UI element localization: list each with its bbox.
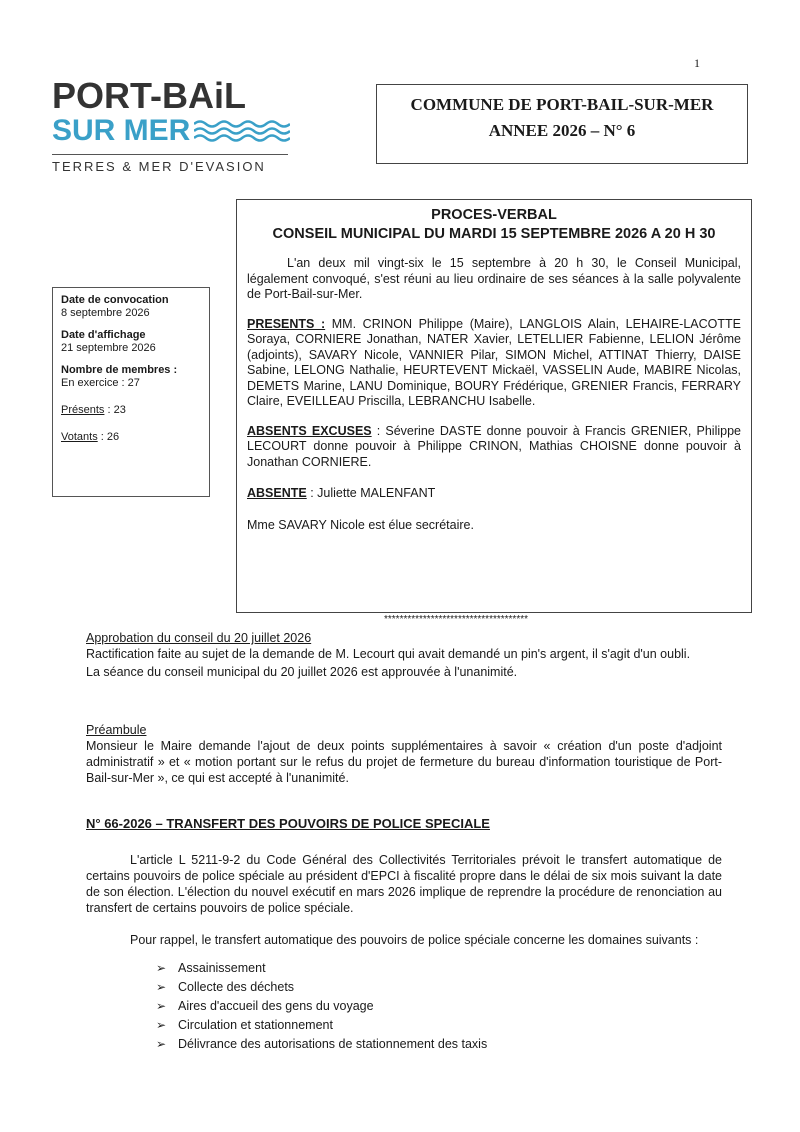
membres-label: Nombre de membres : [61,364,178,376]
list-item [156,958,722,977]
convocation-value: 8 septembre 2026 [61,307,150,319]
approbation-line2: La séance du conseil municipal du 20 juillet 2026 est approuvée à l'unanimité. [86,665,518,679]
arrow-bullet-icon: ➢ [156,1017,167,1032]
list-item-text: Circulation et stationnement [178,1017,333,1032]
presents-list: MM. CRINON Philippe (Maire), LANGLOIS Alain, LEHAIRE-LACOTTE Soraya, CORNIERE Jonathan, NATER Xavier, LETELLIER Fabienne, LELION Jérôme (adjoints), SAVARY Nicole, VANNIER Pilar, SIMON Michel, ATTINAT Thierry, DAISE Sabine, LELONG Nathalie, HEURTEVENT Mickaël, VASSELIN Aude, MABIRE Nicolas, DEMETS Marine, LANU Dominique, BOURY Frédérique, GRENIER Francis, FERRARY Claire, EVEILLEAU Priscilla, LEBRANCHU Isabelle. [247,316,741,408]
pv-subtitle: CONSEIL MUNICIPAL DU MARDI 15 SEPTEMBRE 2026 A 20 H 30 [272,226,716,242]
absents-list: : Séverine DASTE donne pouvoir à Francis GRENIER, Philippe LECOURT donne pouvoir à Philippe CRINON, Mathias CHOISNE donne pouvoir à Jonathan CORNIERE. [247,423,741,469]
section-66 [86,816,722,1053]
separator-stars: ************************************* [384,614,528,625]
list-item [156,977,722,996]
waves-icon [194,119,290,143]
pv-title: PROCES-VERBAL [431,207,557,223]
section-66-para2: Pour rappel, le transfert automatique des pouvoirs de police spéciale concerne les domaines suivants : [130,933,699,947]
secretaire-line: Mme SAVARY Nicole est élue secrétaire. [247,517,474,532]
arrow-bullet-icon: ➢ [156,979,167,994]
list-item-text: Aires d'accueil des gens du voyage [178,998,374,1013]
presents-count-label: Présents [61,404,105,416]
commune-name: COMMUNE DE PORT-BAIL-SUR-MER [410,95,714,114]
annee-number: ANNEE 2026 – N° 6 [488,121,636,140]
logo-subtitle [52,114,292,148]
list-item [156,1034,722,1053]
exercice-label: En exercice [61,377,119,389]
preambule-text: Monsieur le Maire demande l'ajout de deux points supplémentaires à savoir « création d'un poste d'adjoint administratif » et « motion portant sur le refus du projet de fermeture du bureau d'information touristique de Port-Bail-sur-Mer », ce qui est accepté à l'unanimité. [86,739,722,785]
commune-header-box [376,84,748,164]
list-item [156,1015,722,1034]
list-item-text: Collecte des déchets [178,979,295,994]
meeting-info-box [52,287,210,497]
absente-paragraph [247,486,741,502]
logo-title: PORT-BAiL [52,75,246,116]
section-66-title: N° 66-2026 – TRANSFERT DES POUVOIRS DE POLICE SPECIALE [86,816,490,831]
preambule-section [86,722,722,786]
approbation-section [86,630,722,680]
pv-intro: L'an deux mil vingt-six le 15 septembre à 20 h 30, le Conseil Municipal, légalement convoqué, s'est réuni au lieu ordinaire de ses séances à la salle polyvalente de Port-Bail-sur-Mer. [247,256,741,301]
police-domains-list [156,958,722,1053]
list-item [156,996,722,1015]
votants-value: : 26 [97,431,120,443]
proces-verbal-box [236,199,752,613]
affichage-label: Date d'affichage [61,329,146,341]
logo-subtitle-text: SUR MER [52,114,191,147]
commune-logo [52,75,292,174]
arrow-bullet-icon: ➢ [156,998,167,1013]
presents-label: PRESENTS : [247,316,326,331]
arrow-bullet-icon: ➢ [156,960,167,975]
absente-name: : Juliette MALENFANT [306,486,436,500]
logo-tagline: TERRES & MER D'EVASION [52,154,288,174]
affichage-value: 21 septembre 2026 [61,342,156,354]
list-item-text: Assainissement [178,960,266,975]
absents-paragraph [247,424,741,471]
absents-label: ABSENTS EXCUSES [247,423,372,438]
votants-label: Votants [61,431,98,443]
page-number: 1 [694,56,700,70]
list-item-text: Délivrance des autorisations de stationnement des taxis [178,1036,488,1051]
preambule-title: Préambule [86,723,147,737]
approbation-line1: Ractification faite au sujet de la demande de M. Lecourt qui avait demandé un pin's argent, il s'agit d'un oubli. [86,647,691,661]
approbation-title: Approbation du conseil du 20 juillet 2026 [86,631,312,645]
absente-label: ABSENTE [247,486,307,500]
arrow-bullet-icon: ➢ [156,1036,167,1051]
exercice-value: : 27 [118,377,140,389]
presents-paragraph [247,317,741,410]
section-66-para1: L'article L 5211-9-2 du Code Général des Collectivités Territoriales prévoit le transfert automatique de certains pouvoirs de police spéciale au président d'EPCI à fiscalité propre dans le délai de six mois suivant la date de son élection. L'élection du nouvel exécutif en mars 2026 implique de reprendre la procédure de renonciation au transfert de certains pouvoirs de police spéciale. [86,853,722,915]
presents-count-value: : 23 [104,404,126,416]
convocation-label: Date de convocation [61,294,169,306]
exercice-line [61,377,201,390]
